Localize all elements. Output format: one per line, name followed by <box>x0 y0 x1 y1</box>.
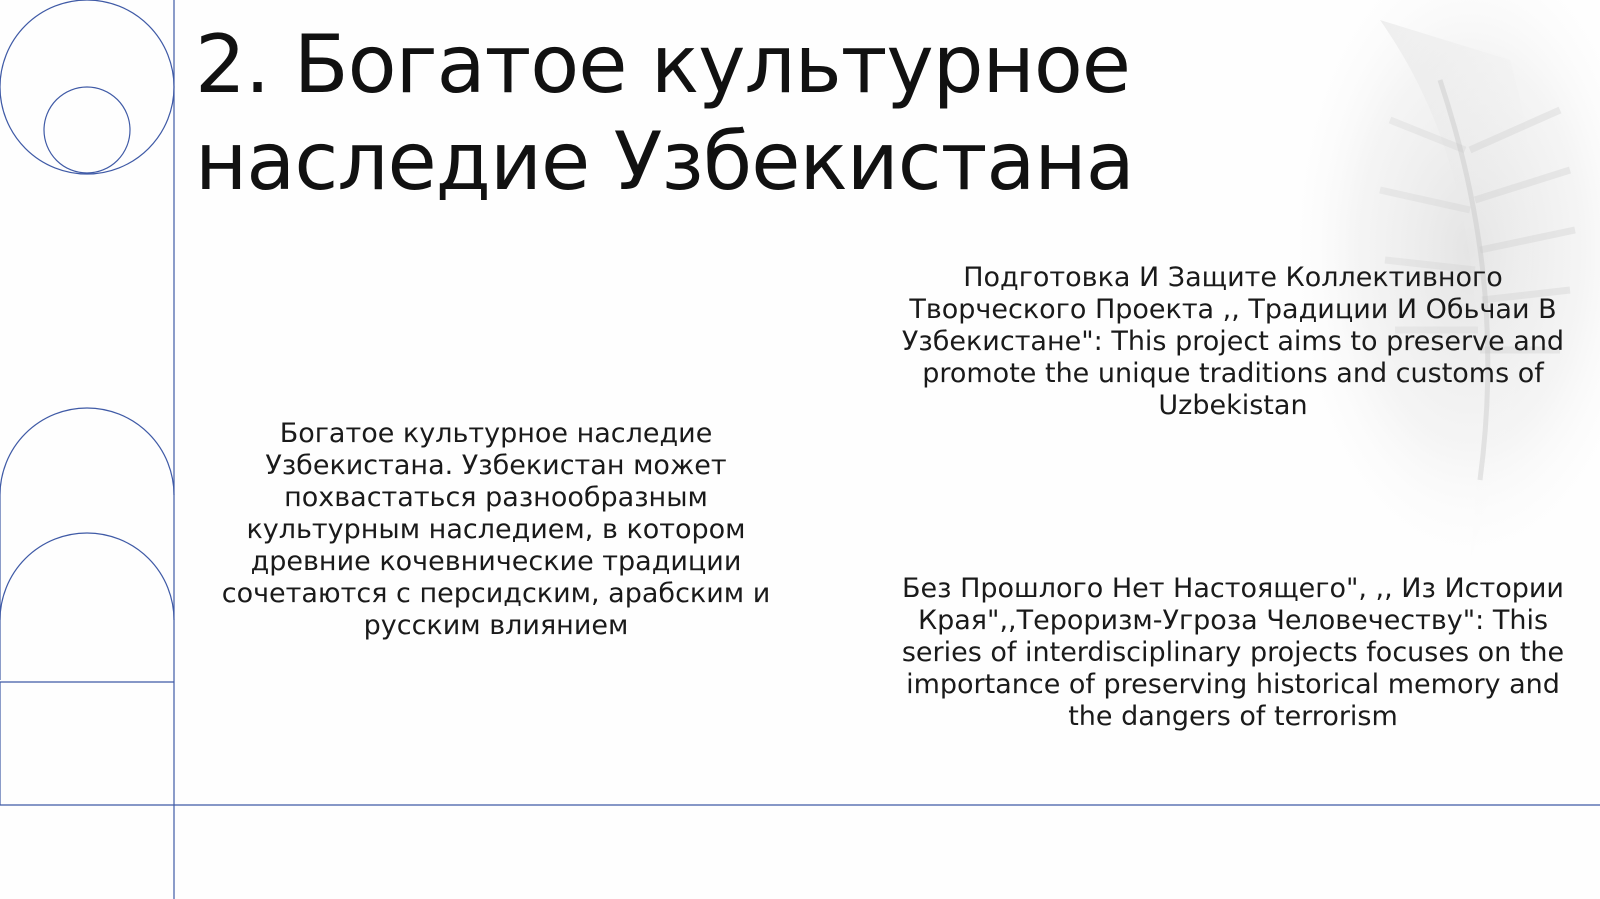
title-line-2: наследие Узбекистана <box>195 115 1134 208</box>
slide-title <box>195 16 1495 210</box>
title-line-1: 2. Богатое культурное <box>195 18 1130 111</box>
right-paragraph-project-history: Без Прошлого Нет Настоящего", ,, Из Истории Края",,Тероризм-Угроза Человечеству": This series of interdisciplinary projects focuses on the importance of preserving historical memory and the dangers of terrorism <box>901 573 1565 732</box>
lower-arch-icon <box>0 533 174 620</box>
small-circle-icon <box>44 87 130 173</box>
right-paragraph-project-traditions: Подготовка И Защите Коллективного Творческого Проекта ,, Традиции И Обьчаи В Узбекистане": This project aims to preserve and promote the unique traditions and customs of Uzbekistan <box>901 262 1565 421</box>
upper-arch-icon <box>0 408 174 495</box>
left-paragraph: Богатое культурное наследие Узбекистана. Узбекистан может похвастаться разнообразным культурным наследием, в котором древние кочевнические традиции сочетаются с персидским, арабским и русским влиянием <box>221 418 771 641</box>
